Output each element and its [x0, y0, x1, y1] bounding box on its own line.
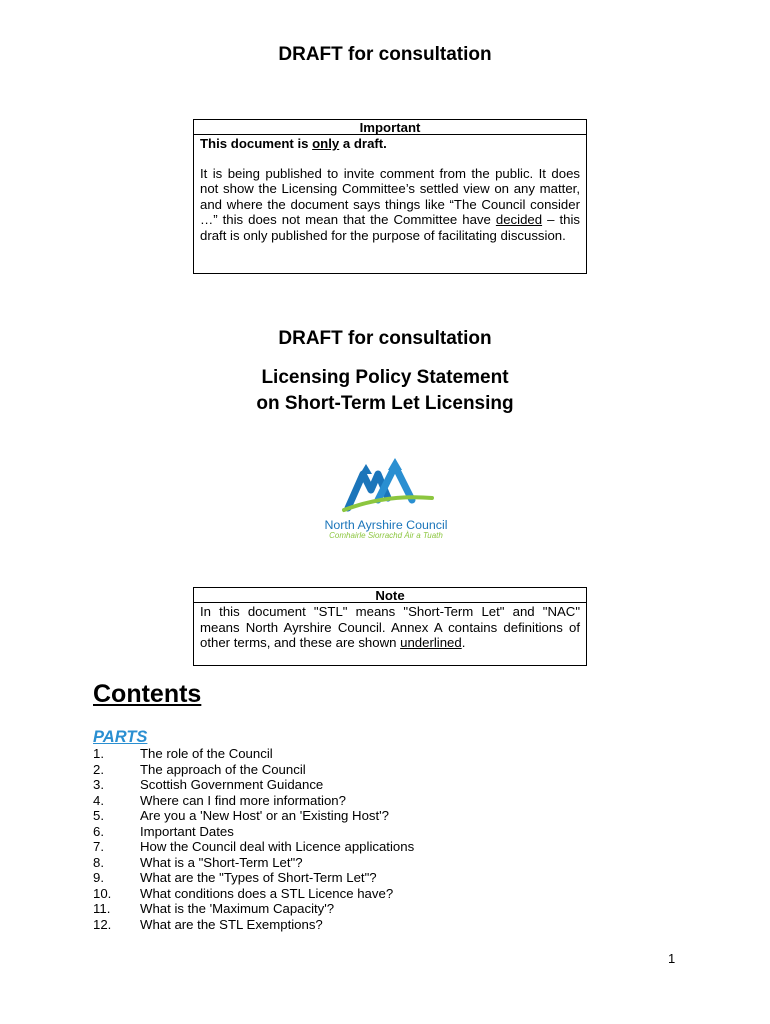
contents-item-number: 9. — [93, 870, 104, 885]
contents-item-text: What conditions does a STL Licence have? — [140, 885, 394, 901]
contents-heading: Contents — [93, 680, 202, 708]
contents-item-number: 7. — [93, 839, 104, 854]
note-heading: Note — [194, 588, 586, 603]
contents-item-number: 8. — [93, 854, 104, 870]
policy-title-line-2: on Short-Term Let Licensing — [256, 393, 514, 414]
contents-item-text: The approach of the Council — [140, 761, 306, 777]
contents-item-text: Scottish Government Guidance — [140, 777, 324, 792]
note-box — [193, 587, 587, 666]
contents-item-number: 12. — [93, 916, 112, 932]
important-lead: This document is only a draft. — [200, 136, 387, 151]
council-logo-mark-icon — [316, 454, 456, 518]
page-title: DRAFT for consultation — [278, 44, 492, 65]
draft-subtitle: DRAFT for consultation — [278, 328, 492, 349]
page-number: 1 — [668, 951, 676, 966]
contents-item-text: Where can I find more information? — [140, 792, 346, 808]
contents-item-number: 5. — [93, 808, 104, 823]
contents-item-number: 1. — [93, 746, 104, 761]
contents-item-text: Important Dates — [140, 823, 234, 839]
important-heading: Important — [194, 120, 586, 135]
logo-name: North Ayrshire Council — [324, 518, 448, 532]
note-body: In this document "STL" means "Short-Term Let" and "NAC" means North Ayrshire Council. Annex A contains definitions of other terms, and these are shown underlined. — [200, 604, 580, 651]
contents-item-text: What are the STL Exemptions? — [140, 916, 323, 932]
contents-item-text: Are you a 'New Host' or an 'Existing Host'? — [140, 808, 390, 823]
contents-item-number: 4. — [93, 792, 104, 808]
important-notice-box — [193, 119, 587, 274]
council-logo — [316, 454, 456, 544]
policy-title-line-1: Licensing Policy Statement — [261, 367, 509, 388]
logo-subtitle: Comhairle Siorrachd Àir a Tuath — [329, 531, 443, 540]
contents-item-number: 2. — [93, 761, 104, 777]
contents-item-number: 3. — [93, 777, 104, 792]
contents-item-text: What are the "Types of Short-Term Let"? — [140, 870, 377, 885]
parts-heading: PARTS — [93, 728, 148, 746]
contents-item-text: The role of the Council — [140, 746, 273, 761]
contents-item-text: What is the 'Maximum Capacity'? — [140, 901, 335, 916]
contents-item-number: 11. — [93, 901, 111, 916]
contents-item-number: 6. — [93, 823, 104, 839]
important-body: It is being published to invite comment from the public. It does not show the Licensing Committee’s settled view on any matter, and where the document says things like “The Council consider …” this does not mean that the Committee have decided – this draft is only published for the purpose of facilitating discussion. — [200, 165, 580, 243]
contents-item-text: What is a "Short-Term Let"? — [140, 854, 303, 870]
contents-item-text: How the Council deal with Licence applications — [140, 839, 415, 854]
contents-item-number: 10. — [93, 885, 112, 901]
